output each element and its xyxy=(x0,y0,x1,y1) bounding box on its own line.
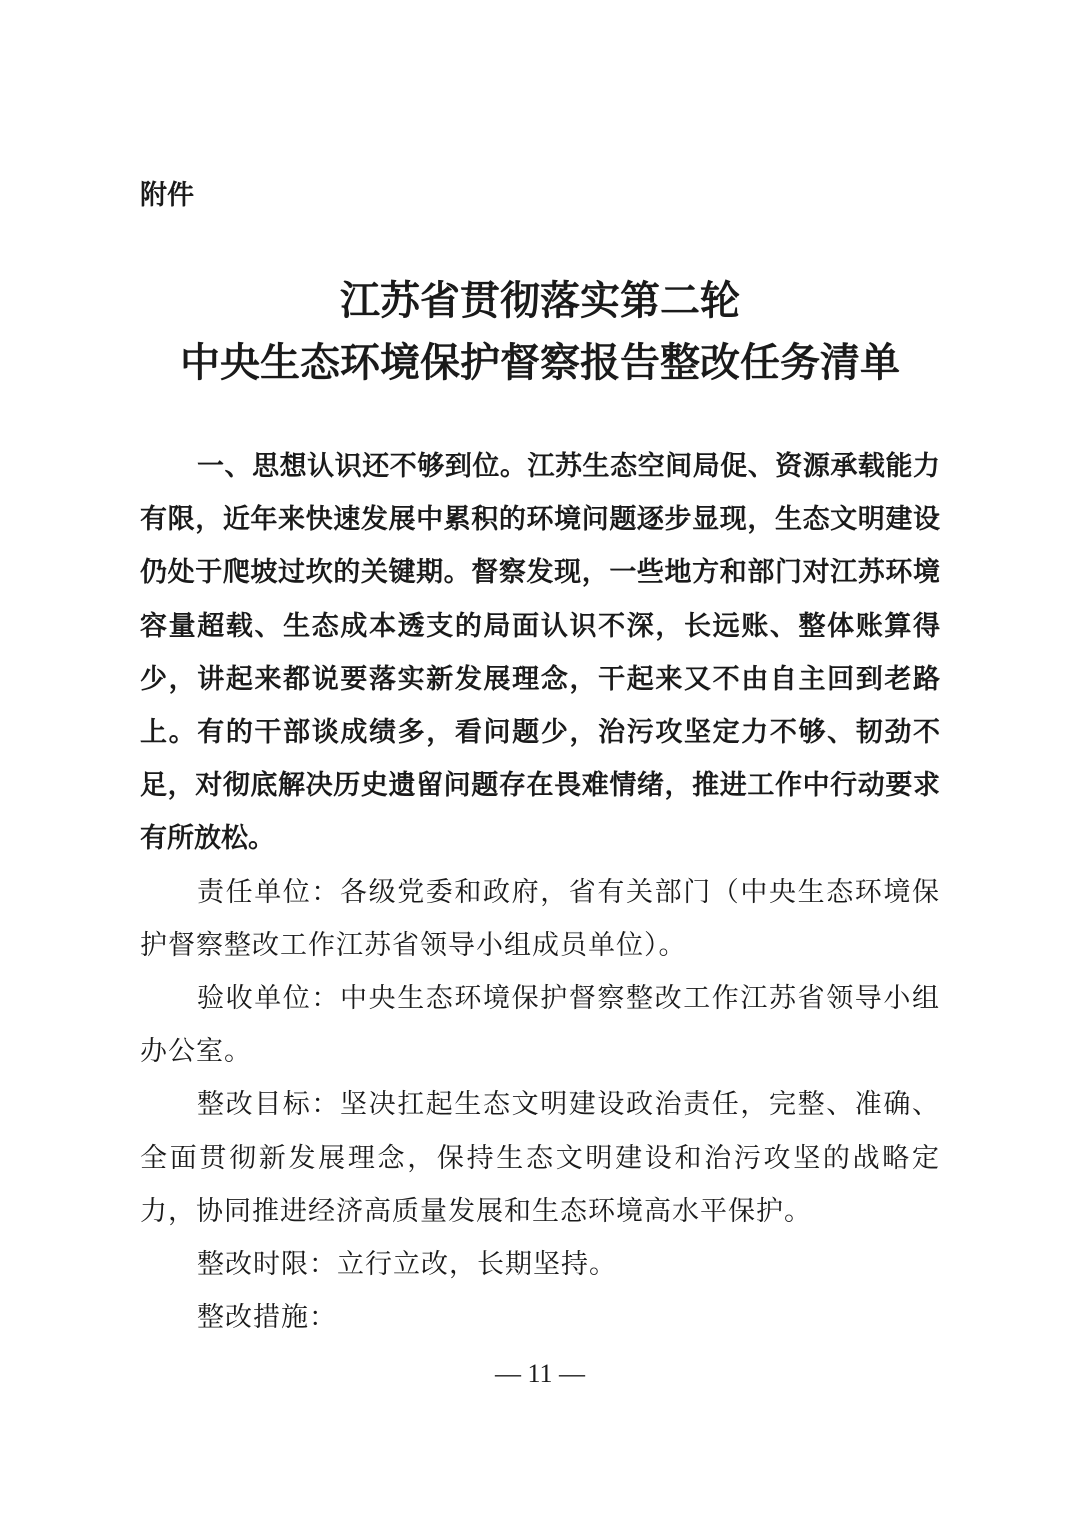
responsible-unit-paragraph: 责任单位：各级党委和政府，省有关部门（中央生态环境保护督察整改工作江苏省领导小组成员单位）。 xyxy=(140,876,940,961)
acceptance-unit-paragraph: 验收单位：中央生态环境保护督察整改工作江苏省领导小组办公室。 xyxy=(140,983,940,1068)
document-title-line-1: 江苏省贯彻落实第二轮 xyxy=(340,277,740,324)
target-paragraph: 整改目标：坚决扛起生态文明建设政治责任，完整、准确、全面贯彻新发展理念，保持生态文明建设和治污攻坚的战略定力，协同推进经济高质量发展和生态环境高水平保护。 xyxy=(140,1089,940,1227)
attachment-label: 附件 xyxy=(140,180,194,211)
page-number: — 11 — xyxy=(494,1359,586,1388)
document-title-line-2: 中央生态环境保护督察报告整改任务清单 xyxy=(180,339,900,386)
measures-paragraph: 整改措施： xyxy=(197,1302,337,1334)
deadline-paragraph: 整改时限：立行立改，长期坚持。 xyxy=(197,1249,617,1281)
document-body xyxy=(140,440,940,1344)
problem-paragraph: 一、思想认识还不够到位。江苏生态空间局促、资源承载能力有限，近年来快速发展中累积的环境问题逐步显现，生态文明建设仍处于爬坡过坎的关键期。督察发现，一些地方和部门对江苏环境容量超载、生态成本透支的局面认识不深，长远账、整体账算得少，讲起来都说要落实新发展理念，干起来又不由自主回到老路上。有的干部谈成绩多，看问题少，治污攻坚定力不够、韧劲不足，对彻底解决历史遗留问题存在畏难情绪，推进工作中行动要求有所放松。 xyxy=(140,451,940,855)
